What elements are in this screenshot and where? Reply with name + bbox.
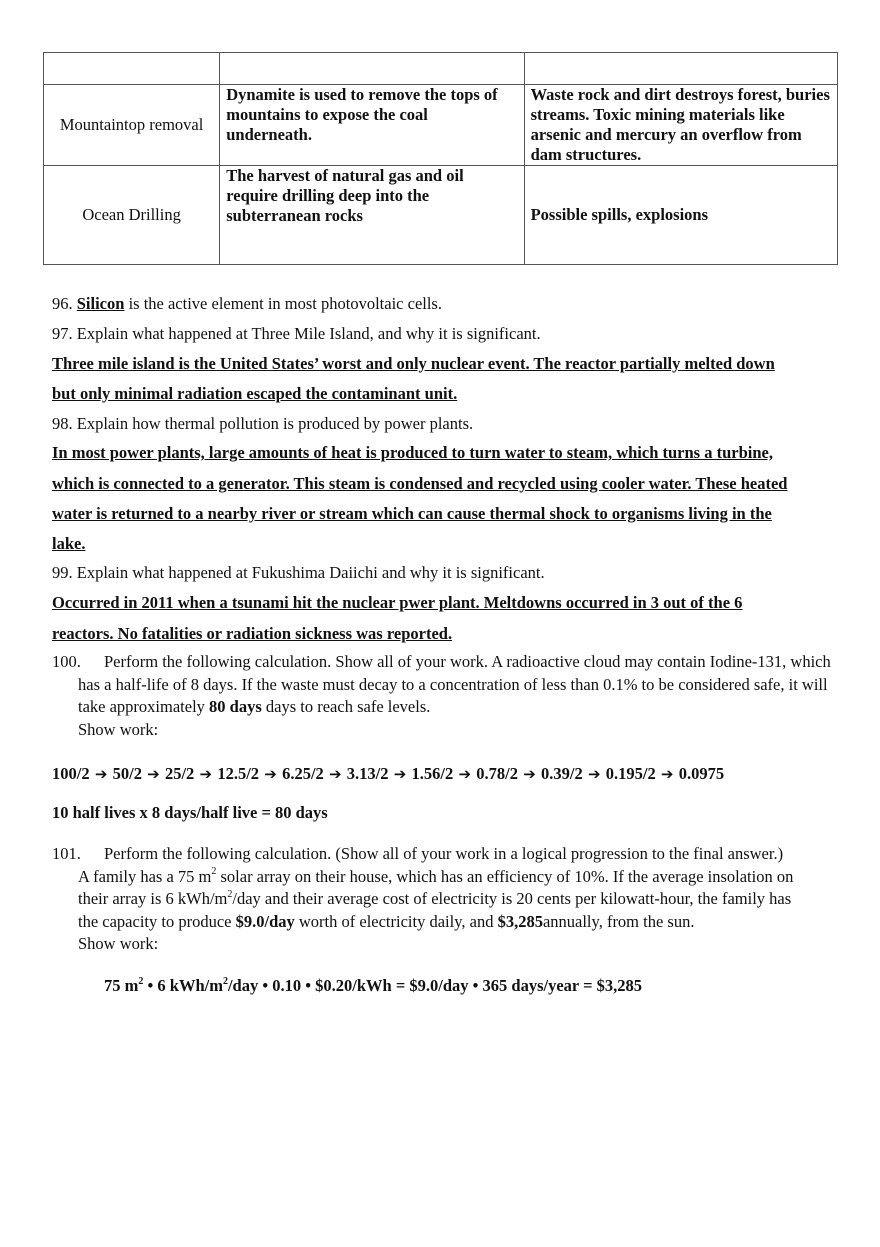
arrow-right-icon: ➔ [517,765,541,783]
arrow-right-icon: ➔ [194,765,218,783]
calc-part: • 6 kWh/m [143,976,223,995]
half-life-summary: 10 half lives x 8 days/half live = 80 days [52,803,328,822]
show-work-label: Show work: [78,719,159,739]
extraction-methods-table [43,52,838,265]
superscript: 2 [227,888,233,900]
answer-97-line: Three mile island is the United States’ worst and only nuclear event. The reactor partially melted down [52,354,775,373]
superscript: 2 [138,975,144,987]
show-work-label: Show work: [78,934,159,953]
answer-per-day: $9.0/day [235,911,295,931]
superscript: 2 [222,975,228,987]
question-text [78,888,832,911]
step-value: 6.25/2 [282,764,324,783]
question-99: 99. Explain what happened at Fukushima Daiichi and why it is significant. [52,563,545,582]
answer-80-days: 80 days [209,697,262,716]
step-value: 0.39/2 [541,764,583,783]
question-text-part: their array is 6 kWh/m [78,889,228,908]
calc-part: 75 m [104,976,139,995]
question-97: 97. Explain what happened at Three Mile Island, and why it is significant. [52,324,541,343]
arrow-right-icon: ➔ [259,765,283,783]
question-text-part: Perform the following calculation. Show all of your work. A radioactive cloud may contain Iodine-131, which has a half-life of 8 days. If the waste must decay to a concentration of less than 0.1% to be considered safe, it will take approximately [78,652,831,716]
step-value: 0.0975 [678,764,725,783]
step-value: 12.5/2 [217,764,260,783]
method-cell: Ocean Drilling [44,166,220,265]
step-value: 3.13/2 [346,764,389,783]
question-98: 98. Explain how thermal pollution is produced by power plants. [52,414,474,433]
answer-99-line: Occurred in 2011 when a tsunami hit the nuclear pwer plant. Meltdowns occurred in 3 out of the 6 [52,593,743,612]
question-text-part: worth of electricity daily, and [294,911,498,931]
impact-cell: Waste rock and dirt destroys forest, buries streams. Toxic mining materials like arsenic and mercury an overflow from dam structures. [524,85,837,166]
arrow-right-icon: ➔ [655,765,679,783]
question-text-part: the capacity to produce [78,911,236,931]
table-row [44,53,838,85]
answer-99-line: reactors. No fatalities or radiation sickness was reported. [52,624,453,643]
question-text-part: A family has a 75 m [78,866,212,886]
arrow-right-icon: ➔ [141,765,165,783]
answer-98-line: lake. [52,534,86,553]
step-value: 0.78/2 [476,764,518,783]
answer-98-line: In most power plants, large amounts of heat is produced to turn water to steam, which turns a turbine, [52,443,773,462]
solar-calculation [104,976,642,996]
question-text-part: solar array on their house, which has an efficiency of 10%. If the average insolation on [216,866,794,886]
description-cell: Dynamite is used to remove the tops of mountains to expose the coal underneath. [220,85,524,166]
description-cell [220,53,524,85]
impact-cell [524,53,837,85]
calc-part: /day • 0.10 • $0.20/kWh = $9.0/day • 365 days/year = $3,285 [227,976,642,995]
question-number: 101. [52,844,81,863]
step-value: 100/2 [52,764,90,783]
description-cell: The harvest of natural gas and oil require drilling deep into the subterranean rocks [220,166,524,265]
arrow-right-icon: ➔ [323,765,347,783]
question-101 [52,843,832,956]
step-value: 50/2 [112,764,142,783]
question-text [78,866,832,889]
question-text-part: /day and their average cost of electricity is 20 cents per kilowatt-hour, the family has [232,889,792,908]
superscript: 2 [211,866,217,877]
question-text-part: days to reach safe levels. [261,697,431,716]
arrow-right-icon: ➔ [453,765,477,783]
answer-annual: $3,285 [497,911,543,931]
question-text: is the active element in most photovoltaic cells. [124,294,442,313]
question-96 [52,294,442,314]
question-text: Perform the following calculation. (Show all of your work in a logical progression to the final answer.) [104,844,784,863]
method-cell: Mountaintop removal [44,85,220,166]
method-cell [44,53,220,85]
answer-98-line: water is returned to a nearby river or stream which can cause thermal shock to organisms living in the [52,504,772,523]
step-value: 1.56/2 [411,764,454,783]
question-100 [52,651,832,741]
answer-silicon: Silicon [76,294,125,313]
step-value: 0.195/2 [605,764,656,783]
question-number: 96. [52,294,73,313]
answer-98-line: which is connected to a generator. This steam is condensed and recycled using cooler water. These heated [52,474,788,493]
arrow-right-icon: ➔ [89,765,113,783]
arrow-right-icon: ➔ [388,765,412,783]
question-text [78,911,832,934]
answer-97-line: but only minimal radiation escaped the contaminant unit. [52,384,458,403]
table-row [44,166,838,265]
question-number: 100. [52,652,81,671]
question-text [78,651,832,719]
table-row [44,85,838,166]
half-life-steps [52,764,724,784]
step-value: 25/2 [164,764,195,783]
impact-cell: Possible spills, explosions [524,166,837,265]
arrow-right-icon: ➔ [582,765,606,783]
question-text-part: annually, from the sun. [542,911,695,931]
